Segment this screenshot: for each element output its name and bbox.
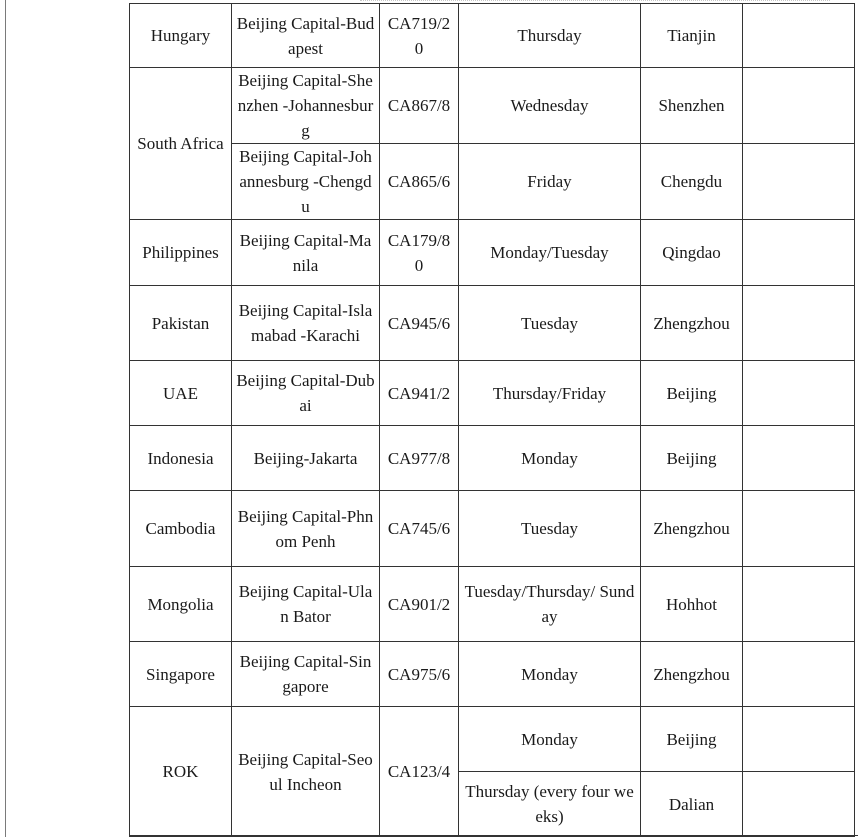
departure-city-cell: Hohhot [641,567,743,642]
flight-number-cell: CA901/2 [380,567,459,642]
empty-cell [743,491,855,567]
outer-border-line [5,0,6,837]
departure-city-cell: Zhengzhou [641,642,743,707]
route-cell: Beijing Capital-Budapest [232,4,380,68]
empty-cell [743,642,855,707]
operating-day-cell: Monday [459,426,641,491]
route-cell: Beijing Capital-Ulan Bator [232,567,380,642]
flight-number-cell: CA975/6 [380,642,459,707]
operating-day-cell: Tuesday [459,286,641,361]
empty-cell [743,707,855,772]
flight-number-cell: CA941/2 [380,361,459,426]
departure-city-cell: Beijing [641,426,743,491]
route-cell: Beijing Capital-Dubai [232,361,380,426]
table-row [130,68,855,144]
departure-city-cell: Dalian [641,772,743,837]
empty-cell [743,286,855,361]
departure-city-cell: Beijing [641,361,743,426]
table-row [130,707,855,772]
flight-number-cell: CA179/80 [380,220,459,286]
departure-city-cell: Tianjin [641,4,743,68]
empty-cell [743,4,855,68]
table-row [130,144,855,220]
empty-cell [743,220,855,286]
table-row [130,426,855,491]
operating-day-cell: Tuesday/Thursday/ Sunday [459,567,641,642]
operating-day-cell: Tuesday [459,491,641,567]
flight-number-cell: CA945/6 [380,286,459,361]
empty-cell [743,426,855,491]
route-cell: Beijing Capital-Seoul Incheon [232,707,380,837]
empty-cell [743,68,855,144]
empty-cell [743,772,855,837]
table-row [130,491,855,567]
empty-cell [743,144,855,220]
flight-number-cell: CA745/6 [380,491,459,567]
operating-day-cell: Thursday (every four weeks) [459,772,641,837]
route-cell: Beijing Capital-Singapore [232,642,380,707]
country-cell: Cambodia [130,491,232,567]
table-row [130,361,855,426]
route-cell: Beijing Capital-Phnom Penh [232,491,380,567]
operating-day-cell: Wednesday [459,68,641,144]
operating-day-cell: Friday [459,144,641,220]
table-row [130,286,855,361]
route-cell: Beijing Capital-Islamabad -Karachi [232,286,380,361]
country-cell: Indonesia [130,426,232,491]
flight-number-cell: CA977/8 [380,426,459,491]
departure-city-cell: Chengdu [641,144,743,220]
country-cell: Mongolia [130,567,232,642]
operating-day-cell: Monday [459,642,641,707]
table-row [130,567,855,642]
country-cell: South Africa [130,68,232,220]
departure-city-cell: Shenzhen [641,68,743,144]
country-cell: Philippines [130,220,232,286]
empty-cell [743,567,855,642]
operating-day-cell: Thursday/Friday [459,361,641,426]
route-cell: Beijing Capital-Manila [232,220,380,286]
empty-cell [743,361,855,426]
operating-day-cell: Monday/Tuesday [459,220,641,286]
departure-city-cell: Zhengzhou [641,286,743,361]
departure-city-cell: Qingdao [641,220,743,286]
flight-schedule-table [129,3,855,837]
table-row [130,220,855,286]
flight-number-cell: CA867/8 [380,68,459,144]
country-cell: Pakistan [130,286,232,361]
flight-number-cell: CA865/6 [380,144,459,220]
table-row [130,4,855,68]
country-cell: Hungary [130,4,232,68]
flight-number-cell: CA719/20 [380,4,459,68]
departure-city-cell: Beijing [641,707,743,772]
country-cell: ROK [130,707,232,837]
route-cell: Beijing Capital-Johannesburg -Chengdu [232,144,380,220]
route-cell: Beijing Capital-Shenzhen -Johannesburg [232,68,380,144]
operating-day-cell: Monday [459,707,641,772]
departure-city-cell: Zhengzhou [641,491,743,567]
operating-day-cell: Thursday [459,4,641,68]
table-row [130,642,855,707]
country-cell: UAE [130,361,232,426]
route-cell: Beijing-Jakarta [232,426,380,491]
country-cell: Singapore [130,642,232,707]
flight-number-cell: CA123/4 [380,707,459,837]
